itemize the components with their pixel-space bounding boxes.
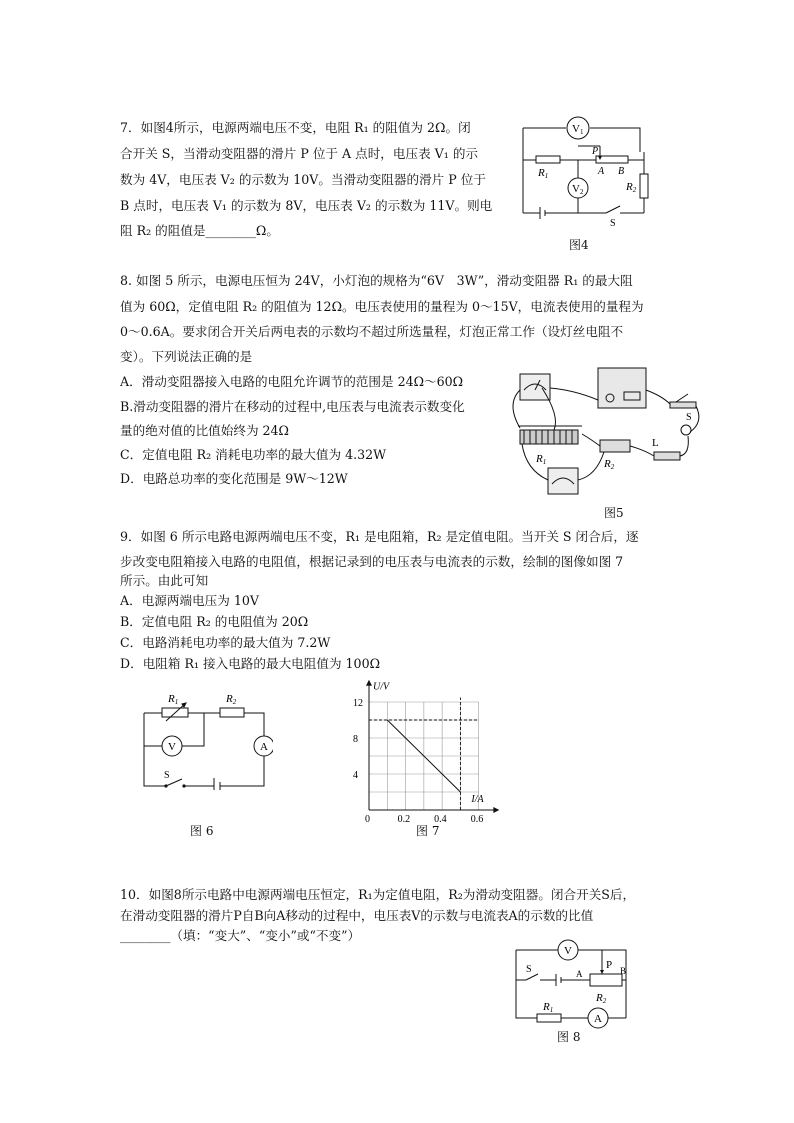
q7-line-1: 7．如图4所示，电源两端电压不变，电阻 R₁ 的阻值为 2Ω。闭 [120,120,471,135]
r1-label: R1 [543,1001,554,1014]
power-supply [598,368,646,408]
figure-7-graph [345,676,515,824]
r1-label: R1 [168,693,179,706]
meter-bottom [548,468,578,494]
v-label: V [168,741,176,753]
point-a-label: A [576,969,583,979]
q8-line-2: 值为 60Ω，定值电阻 R₂ 的阻值为 12Ω。电压表使用的量程为 0～15V，电流表使用的量程为 [120,299,644,314]
figure-6-caption: 图 6 [190,824,214,838]
r1-label: R1 [538,167,549,180]
q8-line-1: 8. 如图 5 所示，电源电压恒为 24V，小灯泡的规格为“6V 3W”，滑动变阻器 R₁ 的最大阻 [120,273,633,288]
resistor-r2 [600,440,630,452]
switch-s [606,206,620,213]
resistor-r2 [640,174,648,198]
q9-option-a: A．电源两端电压为 10V [120,593,259,608]
lamp-base [654,452,680,460]
figure-8-caption: 图 8 [557,1030,581,1044]
q9-option-b: B．定值电阻 R₂ 的电阻值为 20Ω [120,614,309,629]
q8-option-c: C．定值电阻 R₂ 消耗电功率的最大值为 4.32W [120,447,387,462]
q10-line-1: 10．如图8所示电路中电源两端电压恒定，R₁为定值电阻，R₂为滑动变阻器。闭合开关S后， [120,887,636,902]
b-label: B [618,166,625,177]
q10-line-2: 在滑动变阻器的滑片P自B向A移动的过程中，电压表V的示数与电流表A的示数的比值 [120,908,594,923]
q9-option-d: D．电阻箱 R₁ 接入电路的最大电阻值为 100Ω [120,656,381,671]
r2-label: R2 [596,992,607,1005]
x-tick-label: 0.4 [434,814,447,824]
q8-option-b-cont: 量的绝对值的比值始终为 24Ω [120,423,290,438]
q7-line-3: 数为 4V，电压表 V₂ 的示数为 10V。当滑动变阻器的滑片 P 位于 [120,172,486,187]
p-label: P [592,146,599,157]
meter-top [520,374,550,400]
l-label: L [652,437,659,449]
resistor-r1 [537,1014,561,1022]
figure-5-apparatus [500,360,710,510]
q7-line-5: 阻 R₂ 的阻值是________Ω。 [120,223,279,238]
q7-line-2: 合开关 S，当滑动变阻器的滑片 P 位于 A 点时，电压表 V₁ 的示 [120,146,479,161]
q8-option-a: A．滑动变阻器接入电路的电阻允许调节的范围是 24Ω～60Ω [120,374,464,389]
v-label: V [564,945,572,957]
q9-line-3: 所示。由此可知 [120,573,209,588]
r1-label: R1 [536,453,547,466]
r2-label: R2 [626,181,637,194]
y-axis-arrow [366,680,372,686]
b-label: B [620,966,627,976]
x-axis-label: I/A [471,793,484,805]
q8-option-b: B.滑动变阻器的滑片在移动的过程中,电压表与电流表示数变化 [120,399,465,414]
x-axis-arrow [493,807,499,813]
a-label: A [260,741,268,753]
v2-label: V2 [572,183,584,196]
q8-line-3: 0～0.6A。要求闭合开关后两电表的示数均不超过所选量程，灯泡正常工作（设灯丝电阻不 [120,324,624,339]
y-tick-label: 12 [353,698,363,709]
y-axis-label: U/V [373,681,390,693]
x-tick-label: 0.6 [470,814,484,824]
q9-option-c: C．电路消耗电功率的最大值为 7.2W [120,635,331,650]
s-label: S [164,770,170,781]
figure-5-caption: 图5 [604,506,624,520]
y-tick-label: 4 [353,770,358,781]
q9-line-1: 9．如图 6 所示电路电源两端电压不变，R₁ 是电阻箱，R₂ 是定值电阻。当开关 S 闭合后，逐 [120,529,639,544]
figure-7-caption: 图 7 [416,824,440,838]
q7-line-4: B 点时，电压表 V₁ 的示数为 8V，电压表 V₂ 的示数为 11V。则电 [120,198,493,213]
origin-label: 0 [365,814,370,824]
x-tick-label: 0.2 [397,814,411,824]
lamp-bulb [681,425,691,435]
q8-option-d: D．电路总功率的变化范围是 9W～12W [120,471,348,486]
y-tick-label: 8 [353,734,358,745]
rheostat-r1 [520,430,578,444]
a-label: A [598,166,605,177]
v1-label: V1 [572,123,584,136]
s-label: S [526,964,532,975]
p-label: P [606,959,613,971]
s-label: S [686,412,692,423]
q8-line-4: 变）。下列说法正确的是 [120,349,253,364]
figure-6-circuit [138,688,273,790]
resistor-r2 [220,708,244,717]
switch-s [670,402,696,408]
q10-line-3: ________（填：“变大”、“变小”或“不变”） [120,928,361,943]
q9-line-2: 步改变电阻箱接入电路的电阻值，根据记录到的电压表与电流表的示数，绘制的图像如图 7 [120,554,624,569]
figure-8-circuit [510,930,632,1030]
figure-4-caption: 图4 [569,238,589,252]
resistor-r1 [536,156,560,163]
r2-label: R2 [226,693,237,706]
s-label: S [610,218,616,229]
rheostat-r2 [590,974,622,986]
ammeter-label: A [594,1013,602,1025]
figure-4-circuit [518,116,658,232]
r2-label: R2 [604,458,615,471]
